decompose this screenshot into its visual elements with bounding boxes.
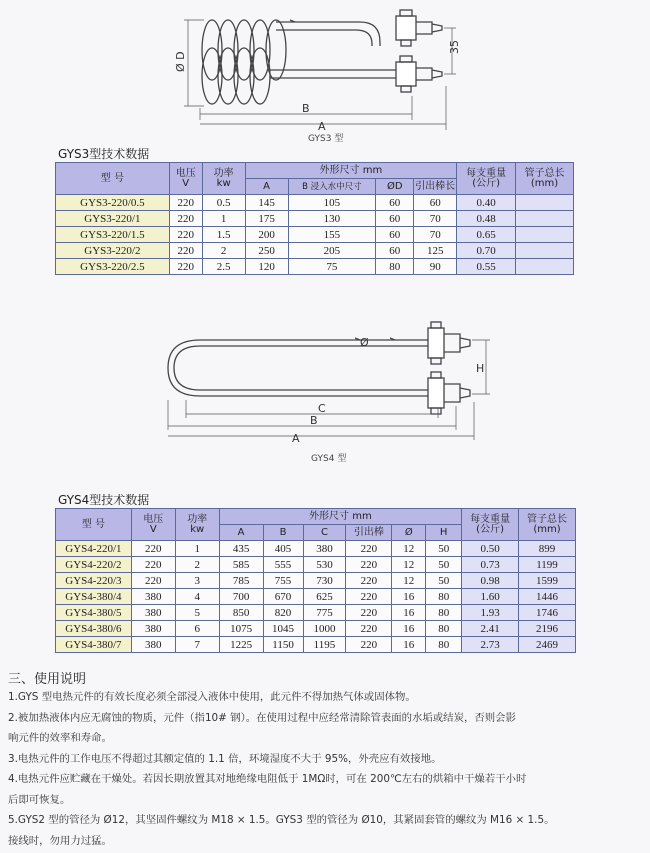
col2-dims: 外形尺寸 mm [219,509,462,525]
gys3-table-title: GYS3型技术数据 [58,147,150,161]
table-cell: 60 [376,227,414,243]
table-cell: 220 [169,259,202,275]
note-line: 后即可恢复。 [8,793,71,806]
usage-notes-title: 三、使用说明 [8,672,87,687]
model-cell: GYS4-220/3 [56,573,132,589]
table-cell: 2 [175,557,219,573]
dim-b2-label: B [310,414,318,427]
table-cell: 220 [346,589,392,605]
table-row [56,541,576,557]
col-d: ØD [376,179,414,195]
table-cell: 2469 [519,637,576,653]
note-line: 1.GYS 型电热元件的有效长度必须全部浸入液体中使用，此元件不得加热气体或固体物。 [8,691,416,703]
table-cell: 1 [175,541,219,557]
model-cell: GYS4-220/1 [56,541,132,557]
table-cell: 530 [303,557,346,573]
table-cell [516,243,574,259]
table-cell: 380 [131,589,175,605]
table-cell: 220 [346,573,392,589]
table-row [56,605,576,621]
table-cell: 145 [245,195,288,211]
table-cell: 555 [263,557,303,573]
table-cell: 1.60 [462,589,519,605]
table-cell: 16 [392,589,426,605]
table-cell: 220 [346,637,392,653]
dim-b-label: B [302,102,310,115]
table-cell: 220 [169,195,202,211]
table-cell: 16 [392,637,426,653]
table-row [56,621,576,637]
table-cell: 2.73 [462,637,519,653]
model-cell: GYS4-380/6 [56,621,132,637]
table-cell: 60 [376,195,414,211]
table-cell: 80 [426,605,462,621]
col2-lead: 引出棒 [346,525,392,541]
table-cell: 60 [414,195,457,211]
col2-voltage: 电压 V [131,509,175,541]
col-voltage: 电压 V [169,163,202,195]
dim-a-label: A [318,120,326,133]
col2-c: C [303,525,346,541]
gys3-spec-table [55,162,574,275]
table-cell: 70 [414,211,457,227]
col-b: B 浸入水中尺寸 [288,179,376,195]
table-cell: 80 [376,259,414,275]
table-cell: 7 [175,637,219,653]
model-cell: GYS4-380/4 [56,589,132,605]
table-cell: 155 [288,227,376,243]
table-cell: 3 [175,573,219,589]
note-line: 4.电热元件应贮藏在干燥处。若因长期放置其对地绝缘电阻低于 1MΩ时，可在 200℃左右的烘箱中干燥若干小时 [8,773,527,785]
table-cell: 220 [131,541,175,557]
model-cell: GYS3-220/0.5 [56,195,170,211]
table-cell: 220 [169,211,202,227]
table-cell: 220 [169,227,202,243]
col2-weight: 每支重量 (公斤) [462,509,519,541]
table-cell [516,195,574,211]
table-cell: 220 [169,243,202,259]
dim-c-label: C [318,402,326,415]
model-cell: GYS4-380/5 [56,605,132,621]
table-cell: 1045 [263,621,303,637]
table-cell: 220 [346,557,392,573]
table-cell: 380 [303,541,346,557]
model-cell: GYS3-220/2.5 [56,259,170,275]
table-cell [516,211,574,227]
table-cell: 80 [426,637,462,653]
table-cell: 2.41 [462,621,519,637]
table-row [56,259,574,275]
table-cell: 700 [219,589,263,605]
table-cell: 625 [303,589,346,605]
model-cell: GYS3-220/1 [56,211,170,227]
table-cell: 75 [288,259,376,275]
table-cell: 0.98 [462,573,519,589]
col2-b: B [263,525,303,541]
col2-h: H [426,525,462,541]
table-cell: 250 [245,243,288,259]
table-cell: 80 [426,621,462,637]
col-power: 功率 kw [202,163,245,195]
table-cell: 80 [426,589,462,605]
table-cell: 850 [219,605,263,621]
table-cell: 2196 [519,621,576,637]
table-cell: 205 [288,243,376,259]
table-cell: 60 [376,243,414,259]
table-cell: 60 [376,211,414,227]
note-line: 响元件的效率和寿命。 [8,732,112,744]
table-cell: 16 [392,621,426,637]
table-cell: 1599 [519,573,576,589]
table-row [56,195,574,211]
note-line: 5.GYS2 型的管径为 Ø12，其坚固件螺纹为 M18 × 1.5。GYS3 型的管径为 Ø10，其紧固套管的螺纹为 M16 × 1.5。 [8,814,555,826]
table-row [56,637,576,653]
table-cell: 0.70 [457,243,516,259]
note-line: 接线时，勿用力过猛。 [8,834,112,847]
table-cell: 0.50 [462,541,519,557]
table-cell: 1 [202,211,245,227]
table-cell: 5 [175,605,219,621]
table-cell: 670 [263,589,303,605]
table-cell: 220 [131,573,175,589]
table-cell: 12 [392,541,426,557]
col-dims: 外形尺寸 mm [245,163,457,179]
col-a: A [245,179,288,195]
model-cell: GYS4-220/2 [56,557,132,573]
table-cell: 0.40 [457,195,516,211]
table-cell: 730 [303,573,346,589]
table-cell [516,227,574,243]
gys4-table-title: GYS4型技术数据 [58,493,150,507]
col-model: 型 号 [56,163,170,195]
table-cell [516,259,574,275]
table-cell: 220 [131,557,175,573]
col2-phi: Ø [392,525,426,541]
model-cell: GYS4-380/7 [56,637,132,653]
table-cell: 1.5 [202,227,245,243]
col-weight: 每支重量 (公斤) [457,163,516,195]
col2-length: 管子总长 (mm) [519,509,576,541]
dim-a2-label: A [292,432,300,445]
table-cell: 1225 [219,637,263,653]
gys4-drawing [150,316,500,466]
table-cell: 785 [219,573,263,589]
table-cell: 1446 [519,589,576,605]
note-line: 3.电热元件的工作电压不得超过其额定值的 1.1 倍，环境湿度不大于 95%，外壳应有效接地。 [8,752,442,765]
table-cell: 0.48 [457,211,516,227]
table-cell: 2.5 [202,259,245,275]
table-cell: 0.73 [462,557,519,573]
table-cell: 380 [131,621,175,637]
table-row [56,573,576,589]
dim-35-label: 35 [448,40,461,54]
gys4-caption: GYS4 型 [311,454,347,464]
dim-d-label: Ø D [174,51,187,72]
table-cell: 70 [414,227,457,243]
table-cell: 50 [426,573,462,589]
table-cell: 380 [131,637,175,653]
usage-notes [8,687,644,851]
table-cell: 775 [303,605,346,621]
table-cell: 1000 [303,621,346,637]
table-cell: 1746 [519,605,576,621]
table-row [56,211,574,227]
table-cell: 105 [288,195,376,211]
table-cell: 6 [175,621,219,637]
table-cell: 175 [245,211,288,227]
dim-phi-label: Ø [360,336,369,349]
gys3-drawing [160,6,480,146]
dim-h-label: H [476,362,485,375]
gys4-spec-table [55,508,576,653]
table-cell: 380 [131,605,175,621]
col2-model: 型 号 [56,509,132,541]
col-length: 管子总长 (mm) [516,163,574,195]
table-cell: 125 [414,243,457,259]
table-cell: 200 [245,227,288,243]
table-cell: 1150 [263,637,303,653]
table-cell: 0.65 [457,227,516,243]
table-cell: 120 [245,259,288,275]
table-cell: 0.55 [457,259,516,275]
table-cell: 755 [263,573,303,589]
table-cell: 1195 [303,637,346,653]
table-cell: 50 [426,541,462,557]
table-cell: 220 [346,605,392,621]
table-row [56,227,574,243]
table-row [56,557,576,573]
table-cell: 1.93 [462,605,519,621]
table-cell: 820 [263,605,303,621]
table-cell: 0.5 [202,195,245,211]
table-cell: 50 [426,557,462,573]
col2-power: 功率 kw [175,509,219,541]
table-row [56,243,574,259]
table-cell: 130 [288,211,376,227]
table-cell: 220 [346,541,392,557]
model-cell: GYS3-220/2 [56,243,170,259]
col2-a: A [219,525,263,541]
table-cell: 585 [219,557,263,573]
note-line: 2.被加热液体内应无腐蚀的物质，元件（指10# 钢）。在使用过程中应经常清除管表面的水垢或结炭，否则会影 [8,711,516,724]
table-cell: 4 [175,589,219,605]
table-cell: 12 [392,573,426,589]
table-cell: 435 [219,541,263,557]
table-cell: 899 [519,541,576,557]
table-cell: 16 [392,605,426,621]
table-cell: 12 [392,557,426,573]
table-cell: 90 [414,259,457,275]
table-cell: 1075 [219,621,263,637]
table-row [56,589,576,605]
col-lead: 引出棒长 [414,179,457,195]
table-cell: 1199 [519,557,576,573]
table-cell: 405 [263,541,303,557]
table-cell: 220 [346,621,392,637]
gys3-caption: GYS3 型 [308,134,344,144]
model-cell: GYS3-220/1.5 [56,227,170,243]
table-cell: 2 [202,243,245,259]
